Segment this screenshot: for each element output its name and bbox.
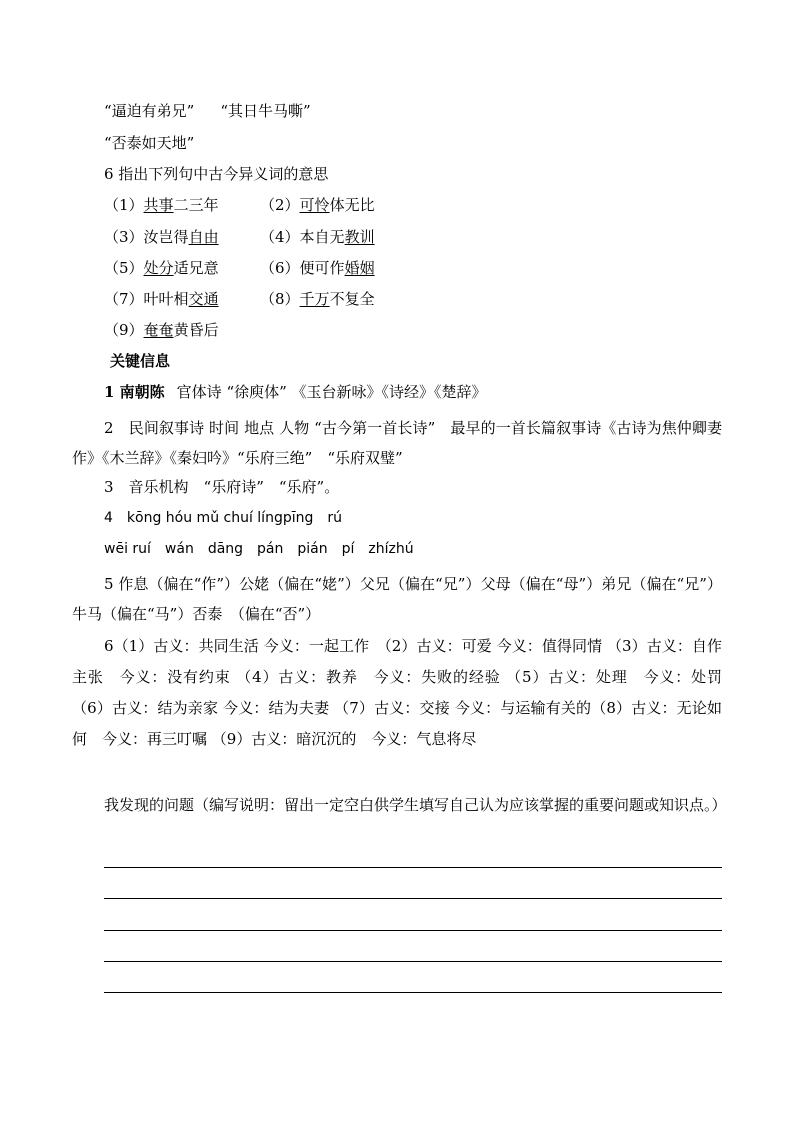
q6-item-6: （6）便可作婚姻: [260, 259, 375, 277]
key-item-3: 3 音乐机构 “乐府诗” “乐府”。: [104, 478, 340, 496]
quote-line-2: “否泰如天地”: [104, 134, 195, 152]
key-item-6: 6（1）古义：共同生活 今义：一起工作 （2）古义：可爱 今义：值得同情 （3）古义：自作主张 今义：没有约束 （4）古义：教养 今义：失败的经验 （5）古义：处理 今义：处罚 （6）古义：结为亲家 今义：结为夫妻 （7）古义：交接 今义：与运输有关的（8）古义：无论如何 今义：再三叮嘱 （9）古义：暗沉沉的 今义：气息将尽: [72, 637, 722, 748]
q6-title: 6 指出下列句中古今异义词的意思: [104, 165, 329, 183]
key-item-4-line-2: wēi ruí wán dāng pán pián pí zhízhú: [104, 541, 414, 557]
answer-line-3[interactable]: [104, 930, 722, 931]
q6-item-8: （8）千万不复全: [260, 290, 375, 308]
q6-item-3: （3）汝岂得自由: [104, 228, 219, 246]
key-info-heading: 关键信息: [110, 352, 171, 370]
key-item-2: 2 民间叙事诗 时间 地点 人物 “古今第一首长诗” 最早的一首长篇叙事诗《古诗为焦仲卿妻作》《木兰辞》《秦妇吟》“乐府三绝” “乐府双璧”: [72, 419, 722, 467]
q6-item-2: （2）可怜体无比: [260, 196, 375, 214]
q6-row-5: [104, 320, 754, 340]
answer-line-1[interactable]: [104, 867, 722, 868]
quote-1b: “其日牛马嘶”: [220, 102, 311, 120]
q6-item-9: （9）奄奄黄昏后: [104, 321, 219, 339]
problem-instructions: 我发现的问题（编写说明：留出一定空白供学生填写自己认为应该掌握的重要问题或知识点。）: [104, 796, 727, 814]
quote-1a: “逼迫有弟兄”: [104, 102, 195, 120]
q6-item-7: （7）叶叶相交通: [104, 290, 219, 308]
key-item-1: 1 南朝陈 官体诗 “徐庾体” 《玉台新咏》《诗经》《楚辞》: [104, 383, 487, 401]
key-item-4-line-1: 4 kōng hóu mǔ chuí língpīng rú: [104, 510, 342, 526]
answer-line-2[interactable]: [104, 898, 722, 899]
q6-row-4: [104, 289, 754, 309]
answer-line-4[interactable]: [104, 961, 722, 962]
q6-item-5: （5）处分适兄意: [104, 259, 219, 277]
q6-row-3: [104, 258, 754, 278]
q6-item-4: （4）本自无教训: [260, 228, 375, 246]
q6-row-2: [104, 227, 754, 247]
key-item-5: 5 作息（偏在“作”）公姥（偏在“姥”）父兄（偏在“兄”）父母（偏在“母”）弟兄（偏在“兄”）牛马（偏在“马”）否泰 （偏在“否”）: [72, 575, 722, 623]
q6-item-1: （1）共事二三年: [104, 196, 219, 214]
quote-line-1: [104, 101, 754, 121]
q6-row-1: [104, 195, 754, 215]
answer-line-5[interactable]: [104, 992, 722, 993]
